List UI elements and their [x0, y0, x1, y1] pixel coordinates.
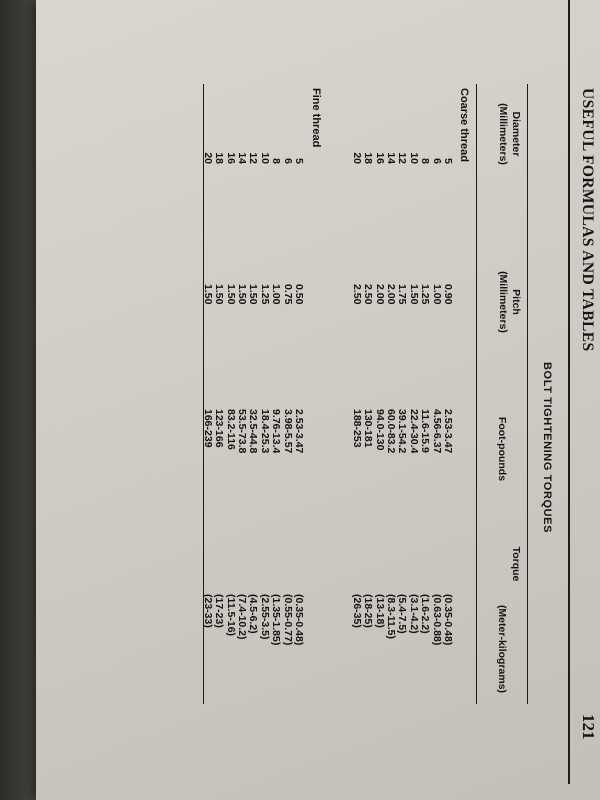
cell-diameter: 6	[281, 158, 294, 164]
cell-pitch: 1.50	[224, 284, 237, 305]
cell-diameter: 14	[385, 152, 398, 164]
cell-foot-pounds: 22.4-30.4	[407, 409, 420, 454]
table-row	[430, 0, 441, 784]
cell-pitch: 1.50	[201, 284, 214, 305]
header-rule	[476, 84, 477, 704]
cell-meter-kilograms: (1.6-2.2)	[419, 594, 432, 634]
cell-diameter: 16	[373, 152, 386, 164]
table-row	[293, 0, 304, 784]
cell-diameter: 10	[407, 152, 420, 164]
table-row	[362, 0, 373, 784]
cell-pitch: 2.50	[362, 284, 375, 305]
table-title: BOLT TIGHTENING TORQUES	[541, 362, 553, 534]
table-row	[350, 0, 361, 784]
cell-diameter: 8	[419, 158, 432, 164]
cell-diameter: 12	[396, 152, 409, 164]
cell-diameter: 14	[236, 152, 249, 164]
cell-foot-pounds: 9.76-13.4	[270, 409, 283, 454]
cell-foot-pounds: 166-239	[201, 409, 214, 448]
cell-diameter: 8	[270, 158, 283, 164]
column-header-diameter	[496, 94, 522, 174]
cell-pitch: 2.00	[385, 284, 398, 305]
cell-meter-kilograms: (2.55-3.5)	[258, 594, 271, 640]
section-label-coarse: Coarse thread	[458, 88, 470, 162]
table-row	[407, 0, 418, 784]
cell-foot-pounds: 4.56-6.37	[430, 409, 443, 454]
column-header-foot-pounds: Foot-pounds	[496, 416, 508, 482]
coarse-thread-rows	[350, 0, 453, 784]
table-bottom-rule	[203, 84, 204, 704]
cell-pitch: 1.75	[396, 284, 409, 305]
cell-meter-kilograms: (4.5-6.2)	[247, 594, 260, 634]
cell-pitch: 1.50	[407, 284, 420, 305]
cell-foot-pounds: 32.5-44.8	[247, 409, 260, 454]
cell-diameter: 20	[350, 152, 363, 164]
cell-meter-kilograms: (0.63-0.88)	[430, 594, 443, 646]
cell-pitch: 1.00	[430, 284, 443, 305]
table-row	[236, 0, 247, 784]
cell-pitch: 1.00	[270, 284, 283, 305]
cell-meter-kilograms: (3.1-4.2)	[407, 594, 420, 634]
cell-meter-kilograms: (8.3-11.5)	[385, 594, 398, 639]
cell-diameter: 10	[258, 152, 271, 164]
cell-pitch: 1.25	[258, 284, 271, 305]
cell-pitch: 0.90	[442, 284, 454, 305]
table-row	[258, 0, 269, 784]
cell-foot-pounds: 2.53-3.47	[293, 409, 305, 454]
cell-foot-pounds: 60.0-83.2	[385, 409, 398, 454]
cell-foot-pounds: 123-166	[213, 409, 226, 448]
cell-meter-kilograms: (5.4-7.5)	[396, 594, 409, 634]
rotated-page-content	[144, 0, 600, 784]
cell-meter-kilograms: (18-25)	[362, 594, 375, 628]
table-row	[281, 0, 292, 784]
cell-diameter: 18	[213, 152, 226, 164]
cell-meter-kilograms: (7.4-10.2)	[236, 594, 249, 640]
cell-meter-kilograms: (26-35)	[350, 594, 363, 628]
pitch-header-label: Pitch	[510, 289, 522, 315]
cell-meter-kilograms: (0.35-0.48)	[442, 594, 454, 646]
cell-meter-kilograms: (0.55-0.77)	[281, 594, 294, 646]
cell-foot-pounds: 94.0-130	[373, 409, 386, 451]
table-row	[419, 0, 430, 784]
column-header-meter-kilograms: (Meter-kilograms)	[496, 604, 508, 694]
cell-meter-kilograms: (1.35-1.85)	[270, 594, 283, 646]
cell-foot-pounds: 83.2-116	[224, 409, 237, 450]
cell-diameter: 5	[293, 158, 305, 164]
pitch-header-unit: (Millimeters)	[497, 271, 509, 333]
table-row	[213, 0, 224, 784]
cell-pitch: 2.00	[373, 284, 386, 305]
cell-foot-pounds: 130-181	[362, 409, 375, 448]
cell-foot-pounds: 2.53-3.47	[442, 409, 454, 454]
cell-diameter: 6	[430, 158, 443, 164]
cell-foot-pounds: 39.1-54.2	[396, 409, 409, 454]
fine-thread-rows	[201, 0, 304, 784]
column-header-pitch	[496, 252, 522, 352]
cell-pitch: 2.50	[350, 284, 363, 305]
cell-meter-kilograms: (13-18)	[373, 594, 386, 628]
cell-foot-pounds: 53.5-73.8	[236, 409, 249, 454]
cell-diameter: 12	[247, 152, 260, 164]
cell-pitch: 1.50	[236, 284, 249, 305]
cell-meter-kilograms: (23-33)	[201, 594, 214, 628]
background-edge	[0, 0, 40, 800]
page-number: 121	[579, 714, 598, 740]
cell-diameter: 18	[362, 152, 375, 164]
running-head	[568, 0, 600, 784]
cell-meter-kilograms: (0.35-0.48)	[293, 594, 305, 646]
cell-pitch: 1.50	[213, 284, 226, 305]
book-page	[36, 0, 600, 800]
cell-foot-pounds: 3.98-5.57	[281, 409, 294, 454]
cell-pitch: 1.50	[247, 284, 260, 305]
cell-pitch: 0.75	[281, 284, 294, 305]
cell-meter-kilograms: (17-23)	[213, 594, 226, 628]
running-head-title: USEFUL FORMULAS AND TABLES	[579, 88, 596, 352]
cell-meter-kilograms: (11.5-16)	[224, 594, 237, 637]
cell-diameter: 20	[201, 152, 214, 164]
table-row	[224, 0, 235, 784]
column-header-torque: Torque	[510, 546, 522, 582]
diameter-header-unit: (Millimeters)	[497, 103, 509, 165]
cell-foot-pounds: 18.4-25.3	[258, 409, 271, 454]
cell-foot-pounds: 188-253	[350, 409, 363, 448]
table-row	[385, 0, 396, 784]
cell-foot-pounds: 11.6-15.9	[419, 409, 432, 453]
section-label-fine: Fine thread	[310, 88, 322, 148]
table-row	[396, 0, 407, 784]
diameter-header-label: Diameter	[510, 111, 522, 157]
table-row	[442, 0, 453, 784]
table-row	[247, 0, 258, 784]
cell-diameter: 5	[442, 158, 454, 164]
cell-pitch: 0.50	[293, 284, 305, 305]
table-top-rule	[527, 84, 528, 704]
cell-diameter: 16	[224, 152, 237, 164]
cell-pitch: 1.25	[419, 284, 432, 305]
table-row	[373, 0, 384, 784]
table-row	[270, 0, 281, 784]
